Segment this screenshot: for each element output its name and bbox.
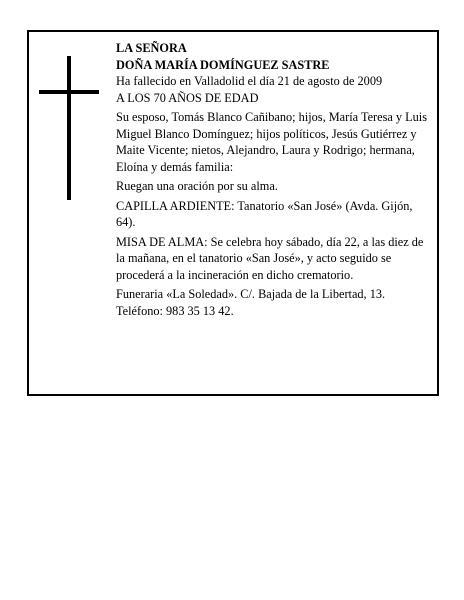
chapel-info: CAPILLA ARDIENTE: Tanatorio «San José» (Avda. Gijón, 64). xyxy=(116,198,413,229)
family-list: Su esposo, Tomás Blanco Cañibano; hijos, María Teresa y Luis Miguel Blanco Domínguez; hijos políticos, Jesús Gutiérrez y Maite Vicente; nietos, Alejandro, Laura y Rodrigo; hermana, Eloína y demás familia: xyxy=(116,110,428,174)
cross-icon xyxy=(39,56,99,200)
cross-horizontal-bar xyxy=(39,90,99,94)
cross-vertical-bar xyxy=(67,56,71,200)
honorific: LA SEÑORA xyxy=(116,41,187,55)
age-line: A LOS 70 AÑOS DE EDAD xyxy=(116,90,259,105)
notice-text xyxy=(116,40,434,319)
death-announcement: Ha fallecido en Valladolid el día 21 de agosto de 2009 xyxy=(116,74,383,88)
obituary-notice xyxy=(27,30,439,396)
deceased-name: DOÑA MARÍA DOMÍNGUEZ SASTRE xyxy=(116,57,330,72)
mass-info: MISA DE ALMA: Se celebra hoy sábado, día 22, a las diez de la mañana, en el tanatorio «San José», y acto seguido se procederá a la incineración en dicho crematorio. xyxy=(116,234,424,282)
funeral-home-info: Funeraria «La Soledad». C/. Bajada de la Libertad, 13. Teléfono: 983 35 13 42. xyxy=(116,287,386,318)
prayer-request: Ruegan una oración por su alma. xyxy=(116,179,278,193)
